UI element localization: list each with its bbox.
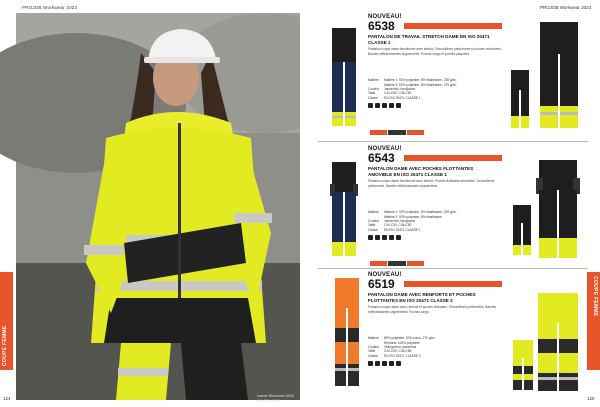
product-6543-image-front <box>330 162 358 258</box>
spec-row: Classe EN ISO 20471 CLASSE 2 <box>368 353 421 358</box>
header-right: PROJOB Workwear 2023 <box>540 5 592 10</box>
iron-icon <box>375 361 380 366</box>
spec-row: Couleur Orange/noir, jaune/noir <box>368 345 417 350</box>
product-6519-image-orange <box>334 278 360 388</box>
product-specs <box>368 78 502 100</box>
bleach-icon <box>389 361 394 366</box>
certification-icon <box>396 235 401 240</box>
certification-icon <box>396 361 401 366</box>
bleach-icon <box>389 235 394 240</box>
spec-row: Renforts: 100% polyester <box>384 340 420 345</box>
spec-row: Taille C34-C50, C46-C50 <box>368 349 412 354</box>
new-badge: NOUVEAU! <box>368 14 402 20</box>
hero-photo <box>16 13 300 403</box>
spec-row: Couleur Jaune/noir, bleu/jaune <box>368 219 416 224</box>
color-swatch-bar <box>370 261 424 266</box>
product-specs <box>368 336 502 358</box>
product-6538-image-small <box>510 70 530 130</box>
section-divider <box>318 268 588 269</box>
product-6519-image-small <box>512 340 534 392</box>
product-name: PANTALON DAME AVEC RENFORTS ET POCHES FLOTTANTES EN ISO 20471 CLASSE 2 <box>368 292 476 303</box>
bleach-icon <box>389 103 394 108</box>
dry-icon <box>382 235 387 240</box>
certification-icon <box>396 103 401 108</box>
spec-row: Couleur Jaune/noir, bleu/jaune <box>368 87 416 92</box>
iron-icon <box>375 235 380 240</box>
header-left: PROJOB Workwear 2023 <box>22 5 78 10</box>
spec-row: Taille C34-C50, C46-C50 <box>368 223 412 228</box>
spec-row: Classe EN ISO 20471 CLASSE 1 <box>368 227 421 232</box>
color-swatch-bar <box>370 130 424 135</box>
product-description: Pantalon coupe dame fonctionnel avec stretch, Genouillères préformées et poches renforcées. Bandes réfléchissantes segmentées. Poches cargo et poches plaquées. <box>368 47 502 56</box>
spec-row: Taille C34-C50, C46-C50 <box>368 91 412 96</box>
worker-photo-illustration <box>16 13 300 400</box>
product-code: 6519 <box>368 277 395 291</box>
side-tab-left-label: COUPE FEMME <box>2 325 8 366</box>
product-name: PANTALON DAME AVEC POCHES FLOTTANTES AMOVIBLE EN ISO 20471 CLASSE 1 <box>368 166 474 177</box>
spec-row: Classe EN ISO 20471 CLASSE 1 <box>368 95 421 100</box>
accent-bar <box>404 155 502 161</box>
photo-caption: Ivanne Workwear 6538 646438 / 6538 <box>257 394 294 403</box>
section-divider <box>318 141 588 142</box>
side-tab-left <box>0 272 13 370</box>
product-code: 6543 <box>368 151 395 165</box>
wash-icon <box>368 361 373 366</box>
page-number-right: 125 <box>587 396 595 401</box>
product-name: PANTALON DE TRAVAIL STRETCH DAME EN ISO 20471 CLASSE 1 <box>368 34 490 45</box>
dry-icon <box>382 103 387 108</box>
product-6538-image-front <box>330 28 358 128</box>
product-description: Pantalon coupe dame fonctionnel avec stretch. Poches flottantes amovibles. Genouillères préformées. Bandes réfléchissantes segmentées. <box>368 179 495 188</box>
wash-icon <box>368 235 373 240</box>
side-tab-right <box>587 272 600 370</box>
spec-row: Matière 80% polyester, 20% coton, 270 g/m² <box>368 336 436 341</box>
product-code: 6538 <box>368 19 395 33</box>
page-number-left: 124 <box>3 396 11 401</box>
right-page <box>300 0 600 407</box>
product-6538-image-large <box>538 22 580 130</box>
spec-row: Matière 2: 92% polyester, 8% élasthanne, 275 g/m² <box>384 82 457 87</box>
product-6543-image-large <box>536 160 580 260</box>
wash-icon <box>368 103 373 108</box>
spec-row: Matière Matière 1: 92% polyester, 8% élasthanne, 235 g/m² <box>368 210 457 215</box>
iron-icon <box>375 103 380 108</box>
dry-icon <box>382 361 387 366</box>
product-description: Pantalon coupe dame avec renforts et poches flottantes. Genouillères préformées. Bandes réfléchissantes segmentées. Poches cargo. <box>368 305 497 314</box>
spec-row: Matière 2: 92% polyester, 8% élasthanne <box>384 214 442 219</box>
new-badge: NOUVEAU! <box>368 146 402 152</box>
accent-bar <box>404 23 502 29</box>
product-6543-image-small <box>512 205 532 257</box>
side-tab-right-label: COUPE FEMME <box>592 276 598 317</box>
new-badge: NOUVEAU! <box>368 272 402 278</box>
spec-row: Matière Matière 1: 92% polyester, 8% élasthanne, 235 g/m² <box>368 78 457 83</box>
accent-bar <box>404 281 502 287</box>
product-6519-image-large <box>536 293 580 393</box>
product-specs <box>368 210 502 232</box>
